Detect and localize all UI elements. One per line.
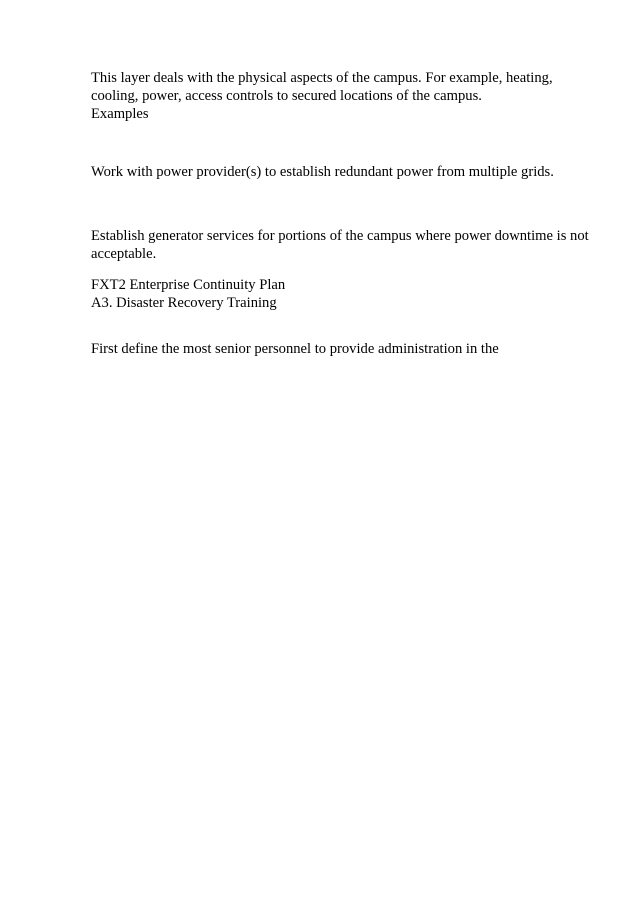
generator-line-2: acceptable.: [91, 246, 157, 262]
plan-title: FXT2 Enterprise Continuity Plan: [91, 277, 286, 293]
generator-paragraph: [91, 227, 601, 263]
plan-heading: [91, 276, 601, 312]
closing-text: First define the most senior personnel to provide administration in the: [91, 341, 499, 357]
intro-paragraph: [91, 69, 601, 123]
power-redundancy-text: Work with power provider(s) to establish redundant power from multiple grids.: [91, 164, 554, 180]
power-redundancy-paragraph: [91, 163, 601, 181]
intro-line-2: cooling, power, access controls to secured locations of the campus.: [91, 88, 482, 104]
plan-subtitle: A3. Disaster Recovery Training: [91, 295, 277, 311]
intro-line-3: Examples: [91, 106, 149, 122]
intro-line-1: This layer deals with the physical aspects of the campus. For example, heating,: [91, 70, 553, 86]
generator-line-1: Establish generator services for portions of the campus where power downtime is not: [91, 228, 589, 244]
closing-paragraph: [91, 340, 601, 358]
